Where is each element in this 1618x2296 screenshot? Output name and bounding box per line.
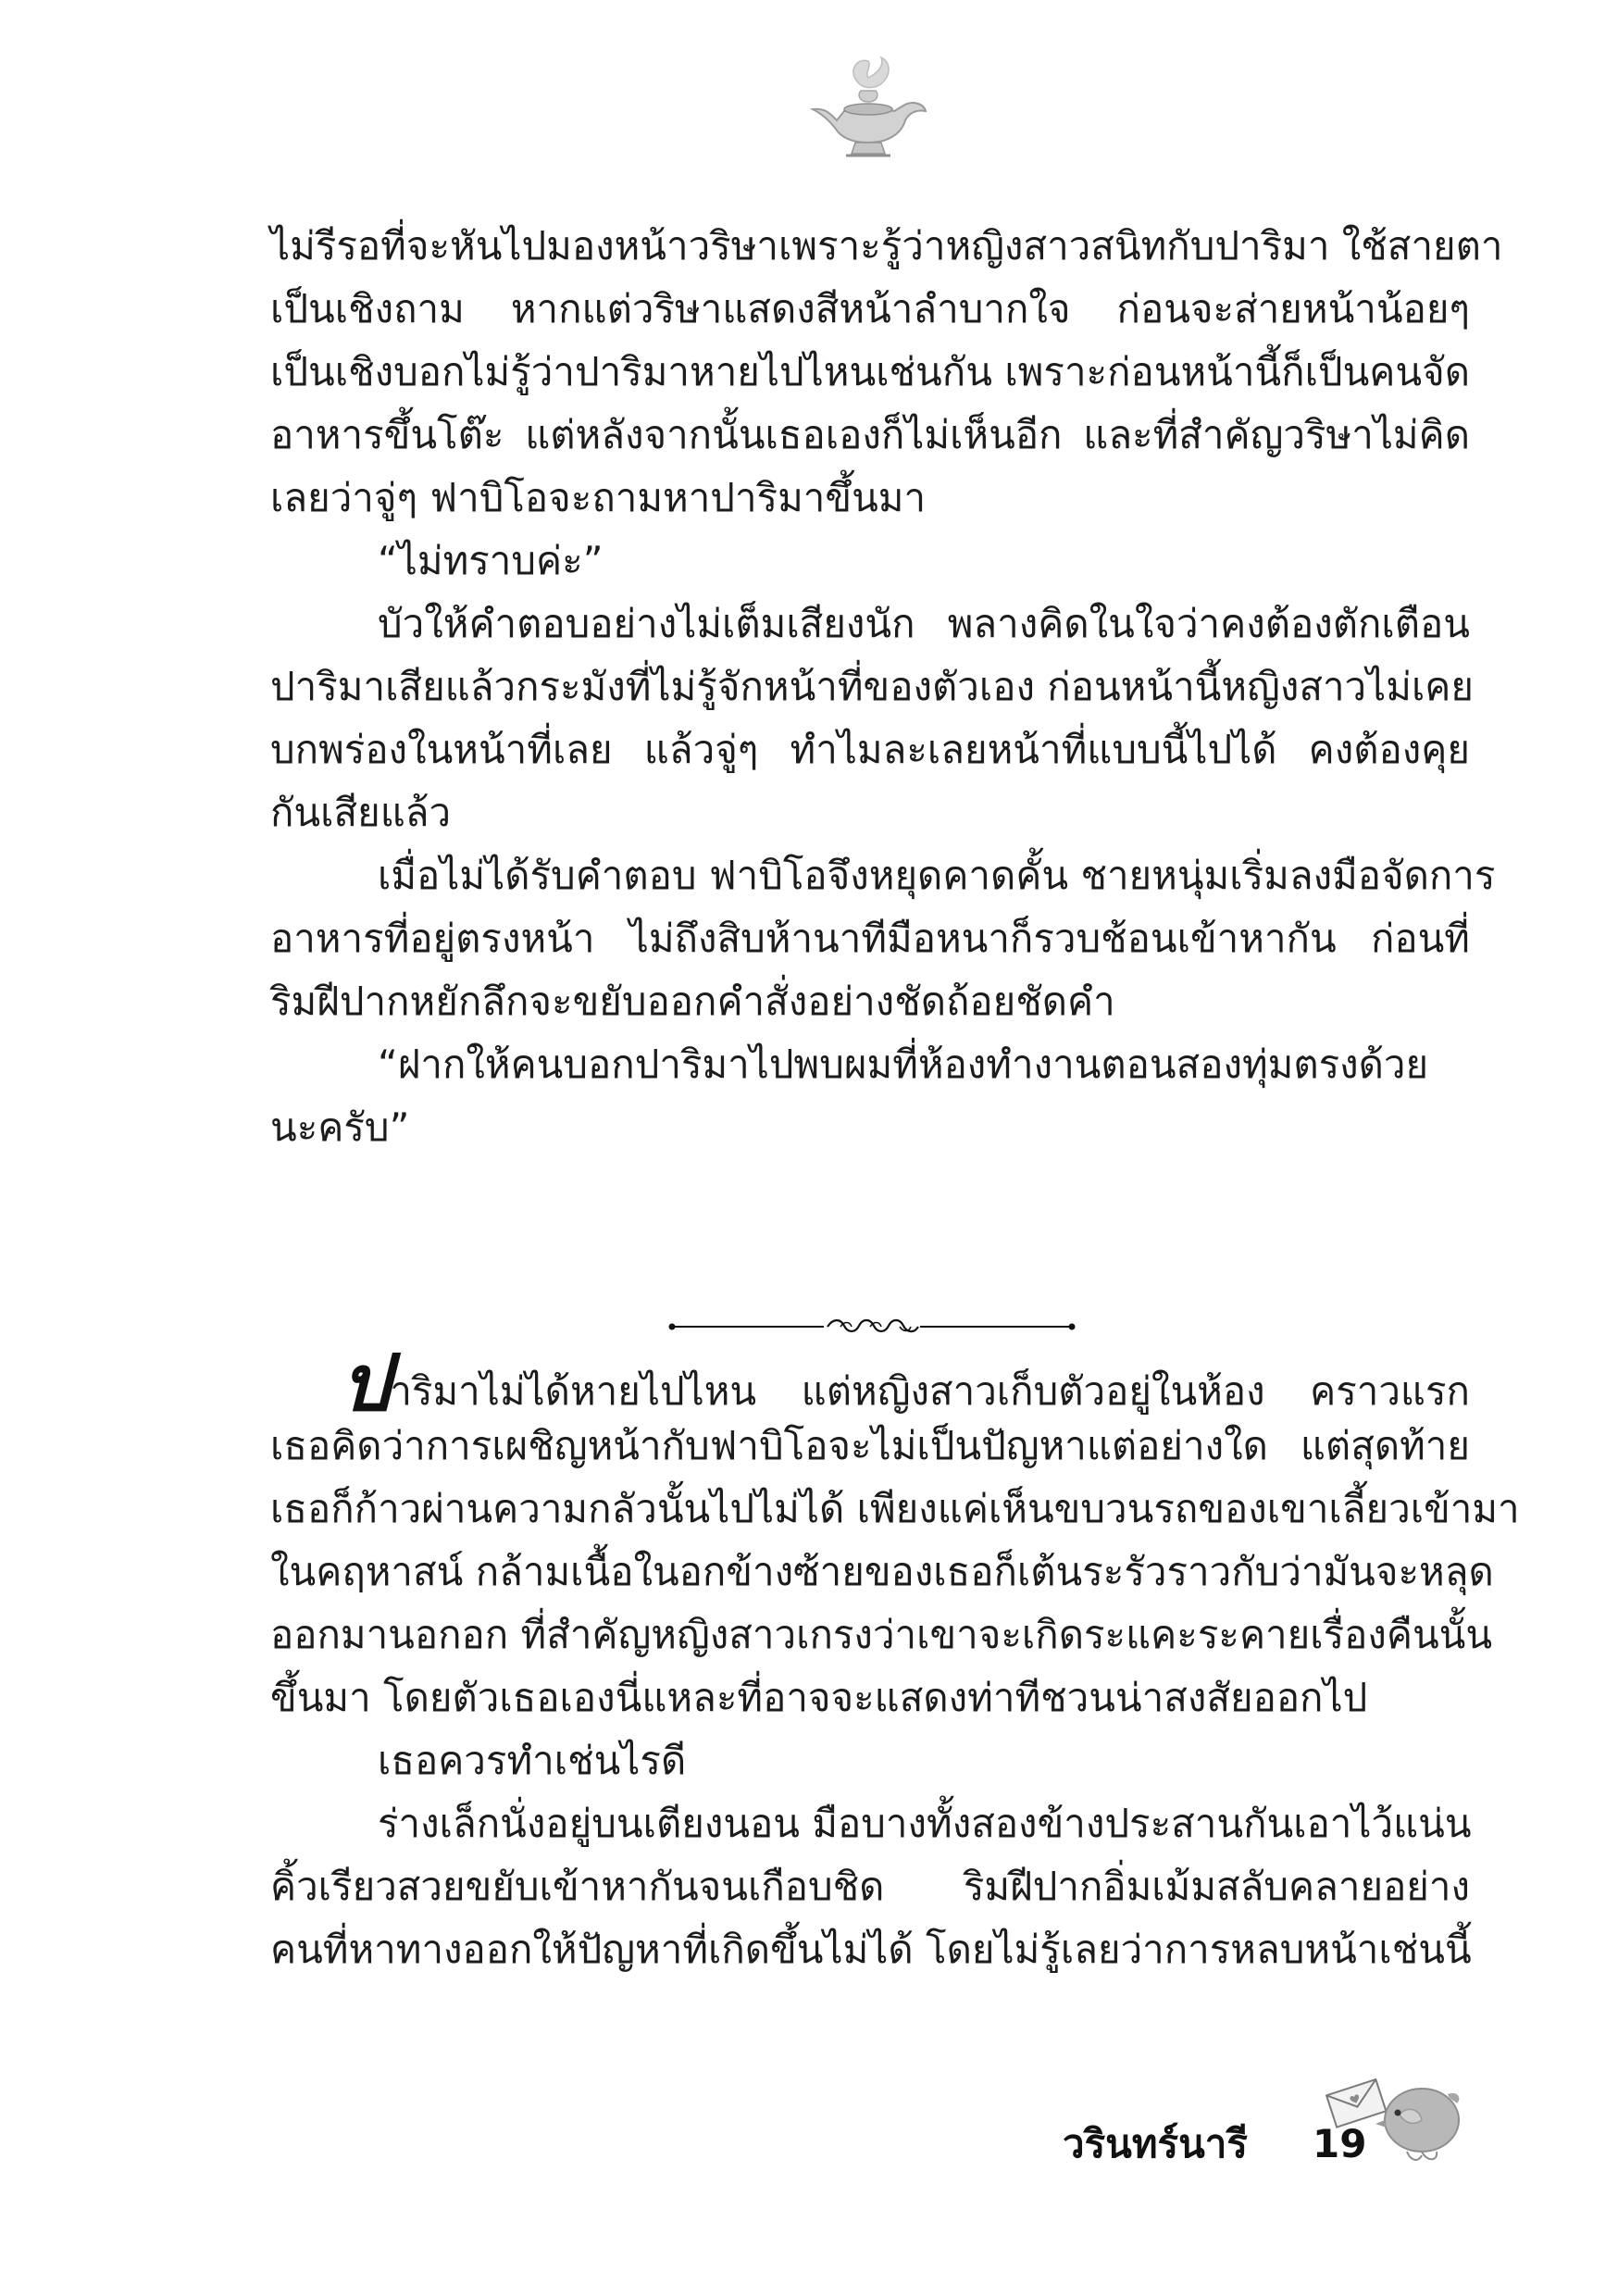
- dialogue-line: นะครับ”: [270, 1104, 410, 1150]
- text-line: เมื่อไม่ได้รับคำตอบ ฟาบิโอจึงหยุดคาดคั้น ชายหนุ่มเริ่มลงมือจัดการ: [378, 853, 1496, 898]
- text-line: คนที่หาทางออกให้ปัญหาที่เกิดขึ้นไม่ได้ โดยไม่รู้เลยว่าการหลบหน้าเช่นนี้: [270, 1927, 1472, 1972]
- text-line: ปาริมาเสียแล้วกระมังที่ไม่รู้จักหน้าที่ของตัวเอง ก่อนหน้านี้หญิงสาวไม่เคย: [270, 664, 1475, 709]
- text-line: ริมฝีปากหยักลึกจะขยับออกคำสั่งอย่างชัดถ้อยชัดคำ: [270, 979, 1115, 1024]
- drop-cap: ป: [341, 1338, 391, 1429]
- text-line: ออกมานอกอก ที่สำคัญหญิงสาวเกรงว่าเขาจะเกิดระแคะระคายเรื่องคืนนั้น: [270, 1612, 1493, 1657]
- text-line: เธอควรทำเช่นไรดี: [378, 1738, 687, 1783]
- text-line: บกพร่องในหน้าที่เลย แล้วจู่ๆ ทำไมละเลยหน้าที่แบบนี้ไปได้ คงต้องคุย: [270, 727, 1470, 772]
- text-line: ขึ้นมา โดยตัวเธอเองนี่แหละที่อาจจะแสดงท่าทีชวนน่าสงสัยออกไป: [270, 1675, 1368, 1720]
- first-line-text: าริมาไม่ได้หายไปไหน แต่หญิงสาวเก็บตัวอยู่ในห้อง คราวแรก: [390, 1368, 1470, 1414]
- dialogue-line: “ไม่ทราบค่ะ”: [378, 538, 604, 583]
- page-number: 19: [1313, 2121, 1367, 2166]
- book-title: วรินทร์นารี: [1063, 2121, 1248, 2166]
- flourish-divider-icon: [668, 1313, 1076, 1341]
- text-line: ไม่รีรอที่จะหันไปมองหน้าวริษาเพราะรู้ว่าหญิงสาวสนิทกับปาริมา ใช้สายตา: [270, 223, 1503, 268]
- dialogue-line: “ฝากให้คนบอกปาริมาไปพบผมที่ห้องทำงานตอนสองทุ่มตรงด้วย: [378, 1042, 1429, 1087]
- text-line: เธอคิดว่าการเผชิญหน้ากับฟาบิโอจะไม่เป็นปัญหาแต่อย่างใด แต่สุดท้าย: [270, 1423, 1470, 1468]
- text-block-section2: [270, 1338, 1520, 1981]
- text-line: เป็นเชิงถาม หากแต่วริษาแสดงสีหน้าลำบากใจ ก่อนจะส่ายหน้าน้อยๆ: [270, 286, 1470, 331]
- text-block-top: [270, 215, 1503, 1159]
- text-line: เป็นเชิงบอกไม่รู้ว่าปาริมาหายไปไหนเช่นกัน เพราะก่อนหน้านี้ก็เป็นคนจัด: [270, 349, 1470, 394]
- text-line: เธอก็ก้าวผ่านความกลัวนั้นไปไม่ได้ เพียงแค่เห็นขบวนรถของเขาเลี้ยวเข้ามา: [270, 1486, 1520, 1531]
- text-line: ร่างเล็กนั่งอยู่บนเตียงนอน มือบางทั้งสองข้างประสานกันเอาไว้แน่น: [378, 1801, 1472, 1846]
- text-line: อาหารขึ้นโต๊ะ แต่หลังจากนั้นเธอเองก็ไม่เห็นอีก และที่สำคัญวริษาไม่คิด: [270, 412, 1470, 457]
- text-line: เลยว่าจู่ๆ ฟาบิโอจะถามหาปาริมาขึ้นมา: [270, 475, 927, 520]
- text-line: ในคฤหาสน์ กล้ามเนื้อในอกข้างซ้ายของเธอก็เต้นระรัวราวกับว่ามันจะหลุด: [270, 1549, 1494, 1594]
- text-line: อาหารที่อยู่ตรงหน้า ไม่ถึงสิบห้านาทีมือหนาก็รวบช้อนเข้าหากัน ก่อนที่: [270, 916, 1470, 961]
- text-line-dropcap: [270, 1338, 1470, 1429]
- genie-lamp-icon: [803, 54, 933, 165]
- text-line: คิ้วเรียวสวยขยับเข้าหากันจนเกือบชิด ริมฝีปากอิ่มเม้มสลับคลายอย่าง: [270, 1864, 1470, 1909]
- text-line: กันเสียแล้ว: [270, 790, 452, 835]
- text-line: บัวให้คำตอบอย่างไม่เต็มเสียงนัก พลางคิดในใจว่าคงต้องตักเตือน: [378, 601, 1470, 646]
